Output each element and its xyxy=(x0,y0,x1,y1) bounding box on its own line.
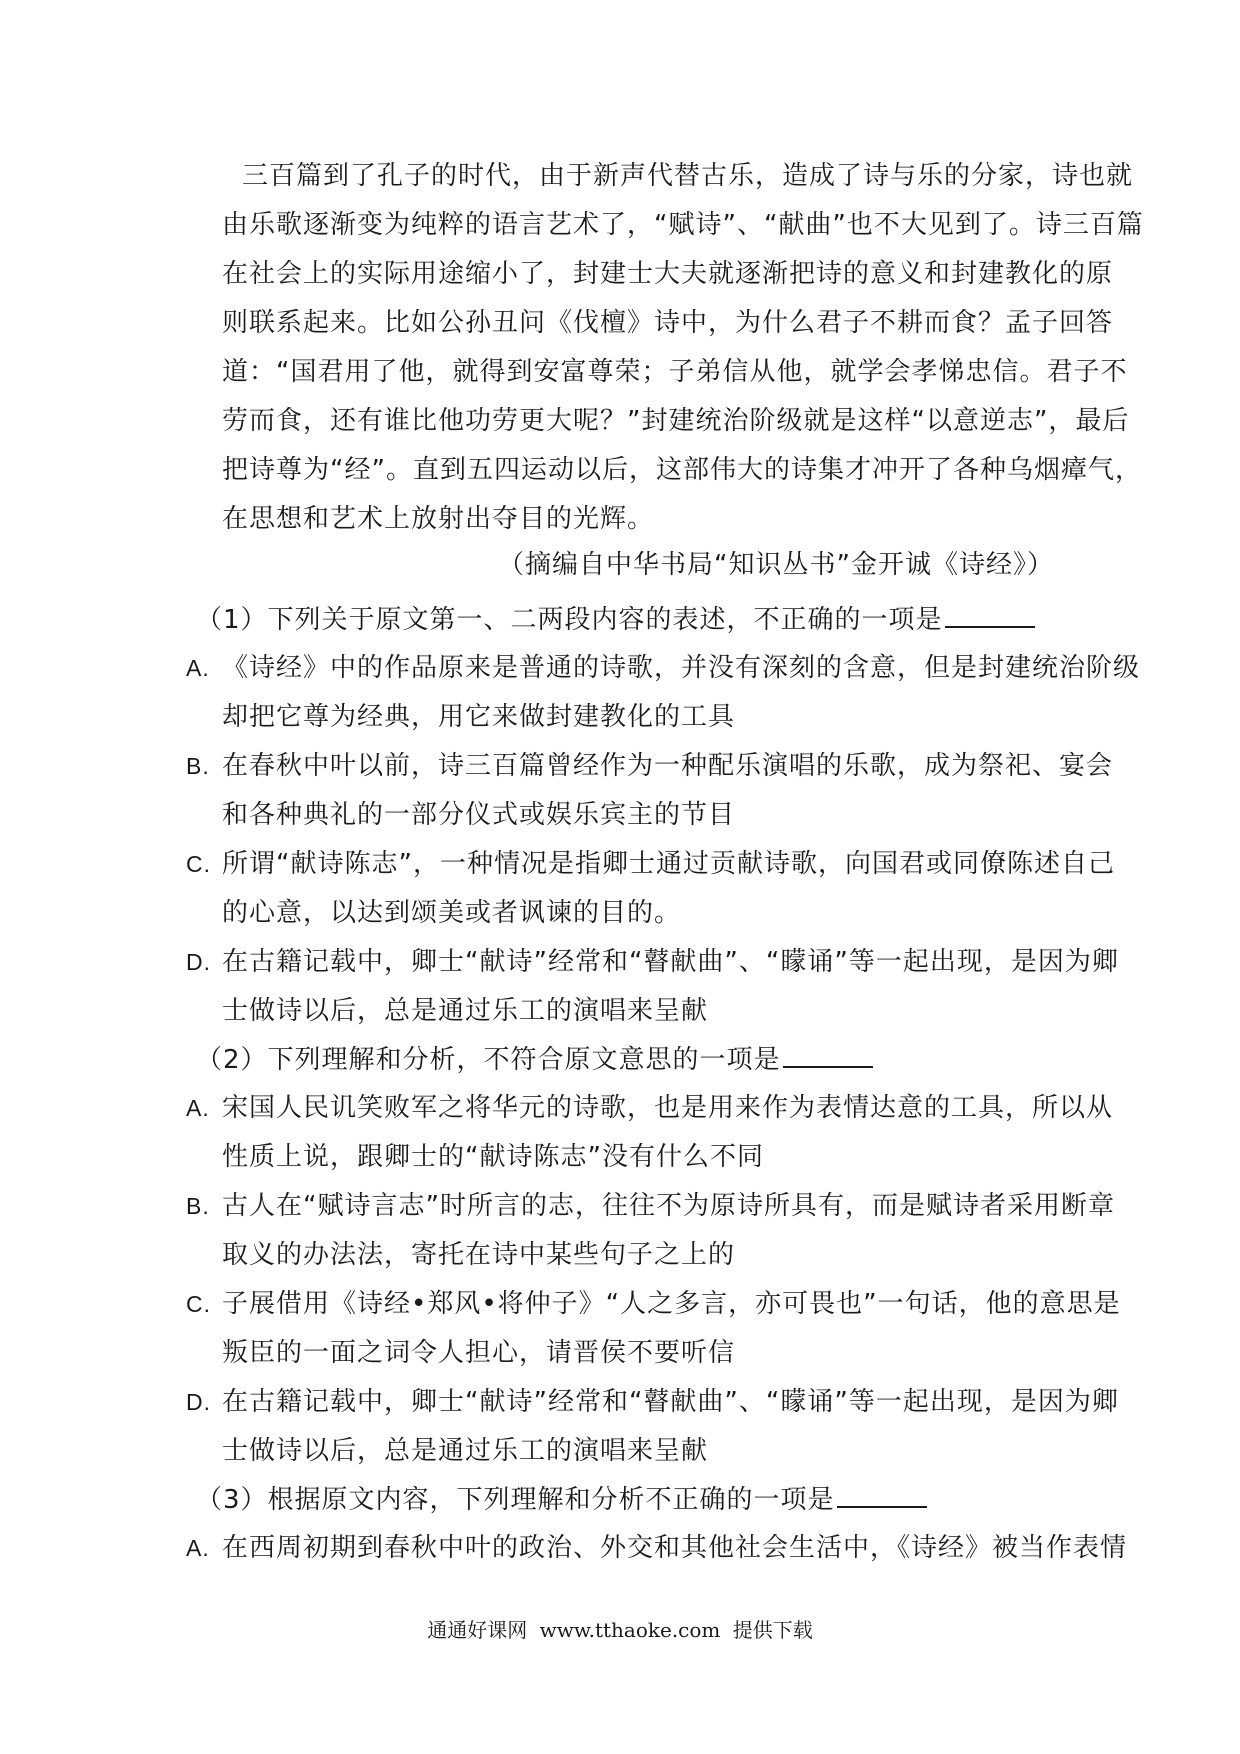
question-stem-text: （1）下列关于原文第一、二两段内容的表述，不正确的一项是 xyxy=(196,605,943,635)
option-letter: C. xyxy=(186,851,211,877)
question-stem xyxy=(186,596,1066,644)
passage-line: 道：“国君用了他，就得到安富尊荣；子弟信从他，就学会孝悌忠信。君子不 xyxy=(222,357,1128,387)
option-c xyxy=(186,1280,1121,1378)
option-line: 却把它尊为经典，用它来做封建教化的工具 xyxy=(222,702,736,732)
option-line: 性质上说，跟卿士的“献诗陈志”没有什么不同 xyxy=(222,1142,764,1172)
question-3 xyxy=(186,1476,1128,1573)
passage-paragraph xyxy=(222,152,1144,544)
passage-line: 在社会上的实际用途缩小了，封建士大夫就逐渐把诗的意义和封建教化的原 xyxy=(222,259,1114,289)
option-letter: C. xyxy=(186,1291,211,1317)
option-line: 的心意，以达到颂美或者讽谏的目的。 xyxy=(222,898,682,928)
question-2 xyxy=(186,1036,1121,1476)
option-c xyxy=(186,840,1115,938)
option-d xyxy=(186,1378,1119,1476)
option-line: 在春秋中叶以前，诗三百篇曾经作为一种配乐演唱的乐歌，成为祭祀、宴会 xyxy=(222,751,1114,781)
page-footer xyxy=(0,1616,1240,1644)
question-stem xyxy=(186,1476,1066,1524)
question-stem-text: （2）下列理解和分析，不符合原文意思的一项是 xyxy=(196,1045,781,1075)
question-1 xyxy=(186,596,1141,1036)
option-letter: B. xyxy=(186,1193,210,1219)
source-citation: （摘编自中华书局“知识丛书”金开诚《诗经》） xyxy=(498,550,1054,580)
option-a xyxy=(186,644,1141,742)
question-stem-text: （3）根据原文内容，下列理解和分析不正确的一项是 xyxy=(196,1485,835,1515)
option-line: 在西周初期到春秋中叶的政治、外交和其他社会生活中，《诗经》被当作表情 xyxy=(222,1533,1128,1563)
option-line: 宋国人民讥笑败军之将华元的诗歌，也是用来作为表情达意的工具，所以从 xyxy=(222,1093,1114,1123)
option-line: 取义的办法法，寄托在诗中某些句子之上的 xyxy=(222,1240,736,1270)
option-letter: A. xyxy=(186,655,210,681)
footer-url[interactable]: www.tthaoke.com xyxy=(539,1618,721,1642)
option-line: 叛臣的一面之词令人担心，请晋侯不要听信 xyxy=(222,1338,736,1368)
answer-blank xyxy=(783,1044,873,1068)
option-line: 在古籍记载中，卿士“献诗”经常和“瞽献曲”、“矇诵”等一起出现，是因为卿 xyxy=(222,1387,1119,1417)
option-d xyxy=(186,938,1119,1036)
option-line: 士做诗以后，总是通过乐工的演唱来呈献 xyxy=(222,1436,709,1466)
footer-note: 提供下载 xyxy=(732,1618,813,1642)
option-letter: A. xyxy=(186,1095,210,1121)
passage-line: 在思想和艺术上放射出夺目的光辉。 xyxy=(222,504,655,534)
question-list xyxy=(186,596,1141,1573)
option-a xyxy=(186,1524,1128,1573)
option-letter: D. xyxy=(186,1389,211,1415)
option-line: 子展借用《诗经•郑风•将仲子》“人之多言，亦可畏也”一句话，他的意思是 xyxy=(222,1289,1121,1319)
option-letter: D. xyxy=(186,949,211,975)
passage-line: 劳而食，还有谁比他功劳更大呢？”封建统治阶级就是这样“以意逆志”，最后 xyxy=(222,406,1130,436)
option-line: 所谓“献诗陈志”，一种情况是指卿士通过贡献诗歌，向国君或同僚陈述自己 xyxy=(222,849,1115,879)
option-line: 《诗经》中的作品原来是普通的诗歌，并没有深刻的含意，但是封建统治阶级 xyxy=(222,653,1141,683)
passage-line: 由乐歌逐渐变为纯粹的语言艺术了，“赋诗”、“献曲”也不大见到了。诗三百篇 xyxy=(222,210,1144,240)
answer-blank xyxy=(837,1484,927,1508)
option-a xyxy=(186,1084,1114,1182)
option-line: 士做诗以后，总是通过乐工的演唱来呈献 xyxy=(222,996,709,1026)
option-letter: B. xyxy=(186,753,210,779)
option-line: 在古籍记载中，卿士“献诗”经常和“瞽献曲”、“矇诵”等一起出现，是因为卿 xyxy=(222,947,1119,977)
option-letter: A. xyxy=(186,1535,210,1561)
option-line: 和各种典礼的一部分仪式或娱乐宾主的节目 xyxy=(222,800,736,830)
option-b xyxy=(186,1182,1115,1280)
passage-line: 把诗尊为“经”。直到五四运动以后，这部伟大的诗集才冲开了各种乌烟瘴气， xyxy=(222,455,1142,485)
passage-line: 三百篇到了孔子的时代，由于新声代替古乐，造成了诗与乐的分家，诗也就 xyxy=(242,161,1134,191)
footer-site-name: 通通好课网 xyxy=(427,1618,528,1642)
option-line: 古人在“赋诗言志”时所言的志，往往不为原诗所具有，而是赋诗者采用断章 xyxy=(222,1191,1115,1221)
option-b xyxy=(186,742,1114,840)
passage-line: 则联系起来。比如公孙丑问《伐檀》诗中，为什么君子不耕而食？孟子回答 xyxy=(222,308,1114,338)
question-stem xyxy=(186,1036,1066,1084)
answer-blank xyxy=(945,604,1035,628)
